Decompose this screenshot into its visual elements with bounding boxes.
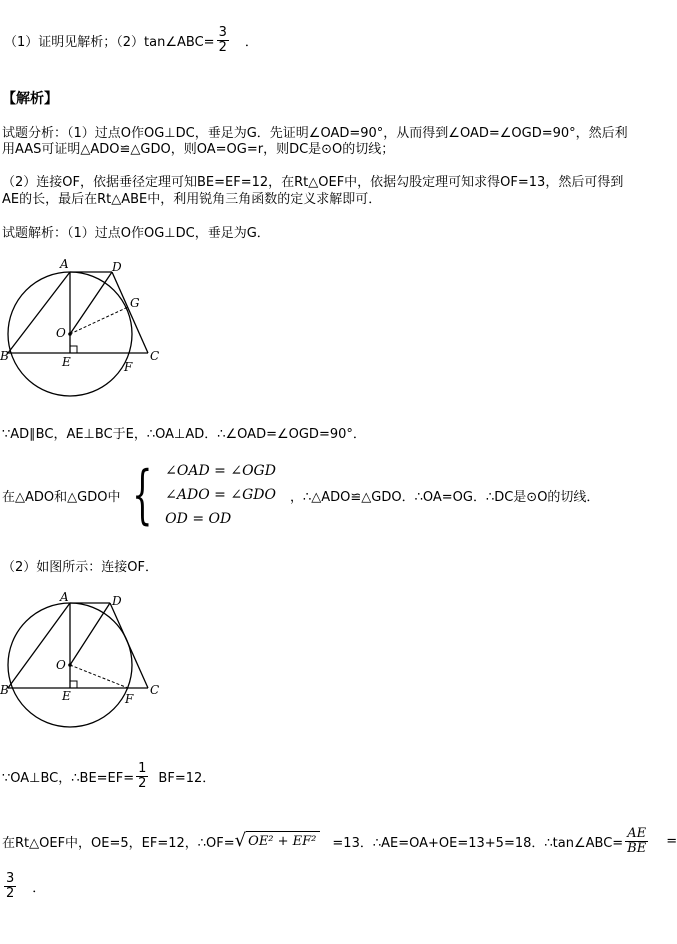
segment-ab [8, 603, 70, 688]
system-intro: 在△ADO和△GDO中 [2, 489, 121, 505]
equation-2: ∠ADO = ∠GDO [165, 487, 276, 503]
right-angle-mark [70, 681, 77, 688]
label-c: C [150, 683, 160, 697]
analysis-line-4: AE的长，最后在Rt△ABE中，利用锐角三角函数的定义求解即可． [2, 192, 382, 207]
right-angle-mark [70, 346, 77, 353]
equals-sign: = [666, 833, 677, 849]
label-d: D [112, 594, 122, 608]
segment-ab [8, 272, 70, 353]
bf-text: BF=12． [158, 770, 216, 786]
solution-line-1: 试题解析：（1）过点O作OG⊥DC，垂足为G． [2, 226, 270, 241]
answer-end: ． [244, 34, 258, 50]
label-e: E [62, 689, 71, 703]
point-o [68, 663, 72, 667]
final-end: ． [32, 880, 46, 896]
label-a: A [60, 257, 69, 271]
answer-text: （1）证明见解析；（2）tan∠ABC= [4, 34, 215, 50]
geometry-figure-1 [0, 252, 170, 377]
analysis-line-1: 试题分析：（1）过点O作OG⊥DC，垂足为G．先证明∠OAD=90°，从而得到∠OAD=∠OGD=90°，然后利 [2, 126, 628, 141]
analysis-line-3: （2）连接OF，依据垂径定理可知BE=EF=12，在Rt△OEF中，依据勾股定理可知求得OF=13，然后可得到 [2, 175, 624, 190]
label-a: A [60, 590, 69, 604]
solution-line-2: ∵AD∥BC，AE⊥BC于E，∴OA⊥AD．∴∠OAD=∠OGD=90°． [2, 427, 366, 442]
label-g: G [130, 296, 140, 310]
label-b: B [0, 349, 9, 363]
equation-system [165, 459, 276, 531]
label-e: E [62, 355, 71, 369]
label-c: C [150, 349, 160, 363]
segment-df [70, 603, 110, 665]
solution-line-7 [2, 864, 45, 908]
point-o [68, 332, 72, 336]
solution-line-6 [2, 818, 677, 864]
label-d: D [112, 260, 122, 274]
sqrt-expression: √ OE² + EF² [235, 831, 321, 851]
label-f: F [125, 692, 134, 706]
equation-3: OD = OD [165, 511, 232, 527]
system-conclusion: ，∴△ADO≌△GDO．∴OA=OG．∴DC是⊙O的切线． [289, 489, 600, 505]
rt-oef-text: 在Rt△OEF中，OE=5，EF=12，∴OF= [2, 835, 235, 851]
be-ef-text: ∵OA⊥BC，∴BE=EF= [2, 770, 135, 786]
section-heading: 【解析】 [2, 91, 58, 107]
label-f: F [124, 360, 133, 374]
ae-be-fraction: $\frac{AE}{BE}$ [627, 825, 647, 856]
segment-dc [112, 272, 148, 353]
label-o: O [56, 326, 66, 340]
half-fraction: $\frac{1}{2}$ [138, 760, 147, 791]
segment-of-dashed [70, 665, 128, 688]
left-brace: { [132, 458, 153, 532]
solution-line-3 [2, 458, 599, 532]
geometry-figure-2 [0, 587, 170, 712]
analysis-line-2: 用AAS可证明△ADO≌△GDO，则OA=OG=r，则DC是⊙O的切线； [2, 142, 395, 157]
answer-line [4, 18, 258, 62]
ae-text: =13．∴AE=OA+OE=13+5=18．∴tan∠ABC= [332, 835, 624, 851]
equation-1: ∠OAD = ∠OGD [165, 463, 276, 479]
solution-line-4: （2）如图所示：连接OF． [2, 560, 158, 575]
final-fraction: $\frac{3}{2}$ [6, 870, 15, 901]
label-o: O [56, 658, 66, 672]
answer-fraction: $\frac{3}{2}$ [218, 24, 227, 55]
segment-dc [110, 603, 148, 688]
label-b: B [0, 683, 9, 697]
solution-line-5 [2, 754, 215, 798]
